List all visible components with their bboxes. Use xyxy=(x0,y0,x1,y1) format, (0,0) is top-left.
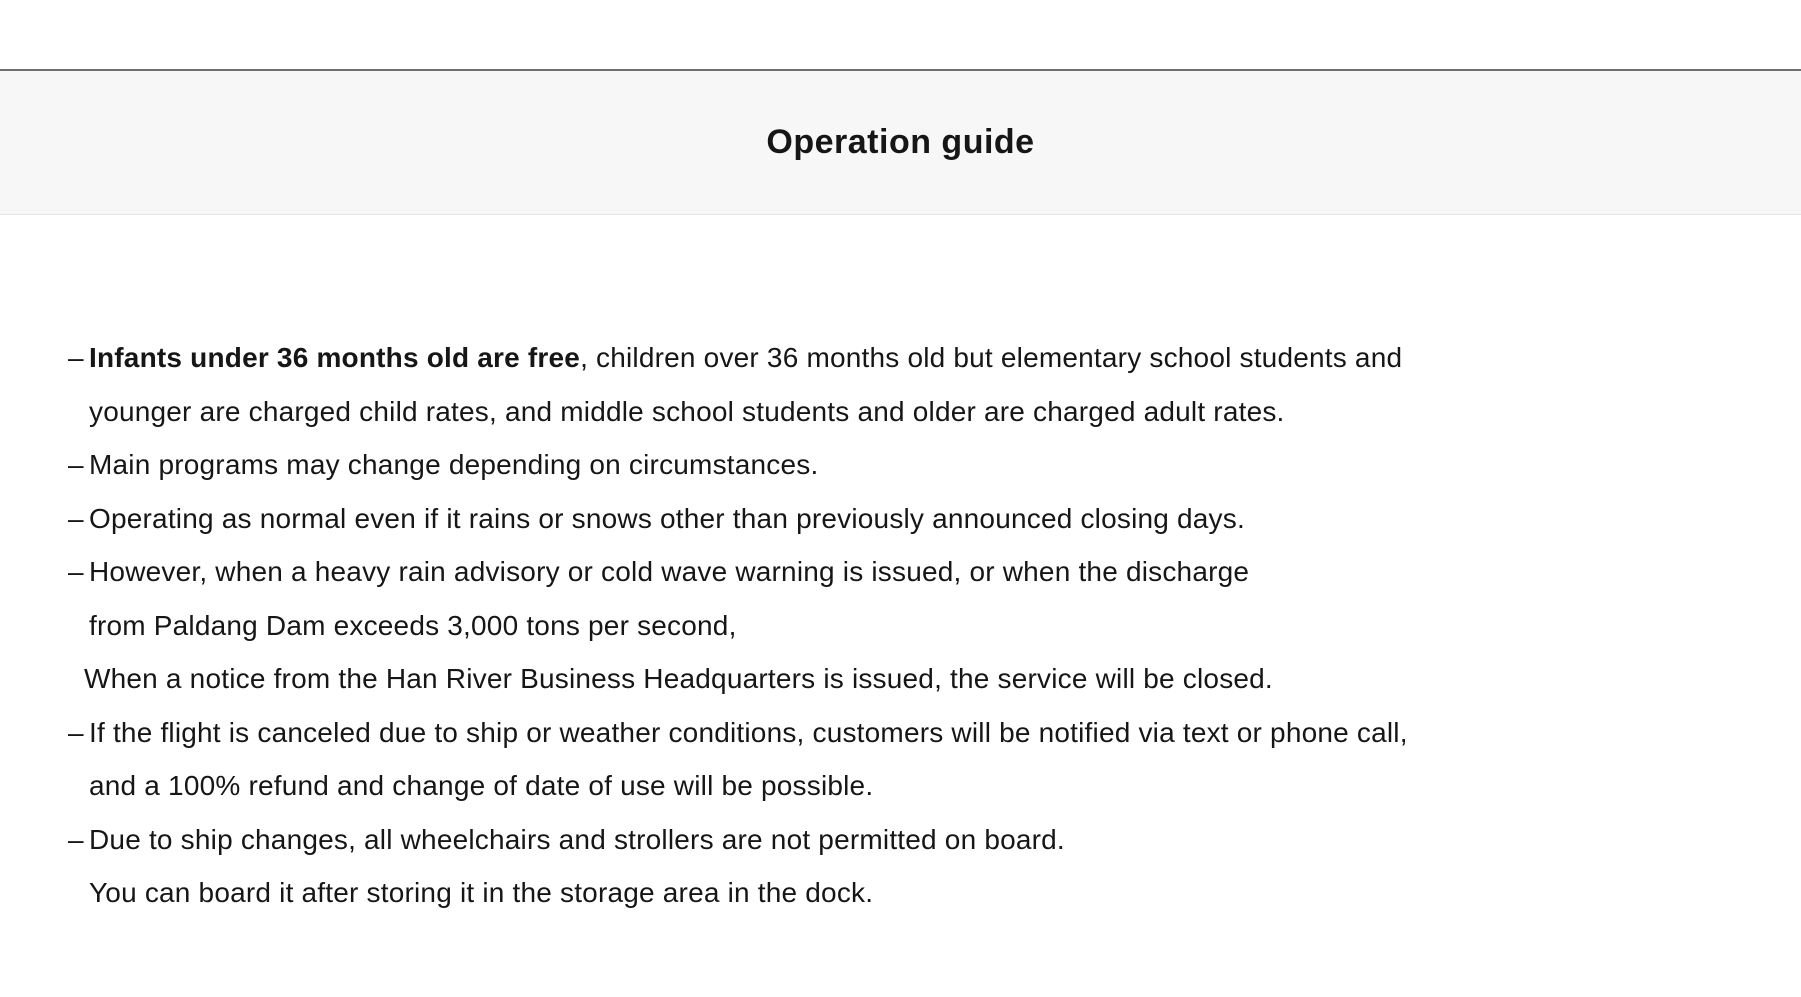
note-line: from Paldang Dam exceeds 3,000 tons per second, xyxy=(89,609,737,641)
note-line: – However, when a heavy rain advisory or cold wave warning is issued, or when the discharge xyxy=(68,545,1761,599)
note-line: – Main programs may change depending on circumstances. xyxy=(68,438,1761,492)
note-item xyxy=(68,492,1761,546)
top-whitespace xyxy=(0,0,1801,69)
note-item xyxy=(68,438,1761,492)
bullet-dash: – xyxy=(68,556,84,587)
note-item xyxy=(68,545,1761,706)
note-line: – If the flight is canceled due to ship or weather conditions, customers will be notified via text or phone call, xyxy=(68,706,1761,760)
section-header xyxy=(0,69,1801,215)
note-line: and a 100% refund and change of date of use will be possible. xyxy=(89,770,874,801)
note-item xyxy=(68,706,1761,813)
page-title: Operation guide xyxy=(766,123,1035,161)
note-item xyxy=(68,331,1761,438)
bullet-dash: – xyxy=(68,342,84,373)
note-line: younger are charged child rates, and middle school students and older are charged adult rates. xyxy=(89,395,1285,427)
note-line: When a notice from the Han River Business Headquarters is issued, the service will be closed. xyxy=(84,663,1273,694)
bullet-dash: – xyxy=(68,823,84,855)
bullet-dash: – xyxy=(68,449,84,480)
note-line: – Infants under 36 months old are free, children over 36 months old but elementary school students and xyxy=(68,331,1761,385)
note-line: You can board it after storing it in the storage area in the dock. xyxy=(89,877,874,908)
note-item xyxy=(68,813,1761,920)
note-line: – Due to ship changes, all wheelchairs and strollers are not permitted on board. xyxy=(68,813,1761,867)
bullet-dash: – xyxy=(68,716,84,748)
bold-highlight: Infants under 36 months old are free xyxy=(89,342,581,373)
note-line: – Operating as normal even if it rains or snows other than previously announced closing days. xyxy=(68,492,1761,546)
bullet-dash: – xyxy=(68,502,84,534)
operation-notes-list xyxy=(0,215,1801,920)
